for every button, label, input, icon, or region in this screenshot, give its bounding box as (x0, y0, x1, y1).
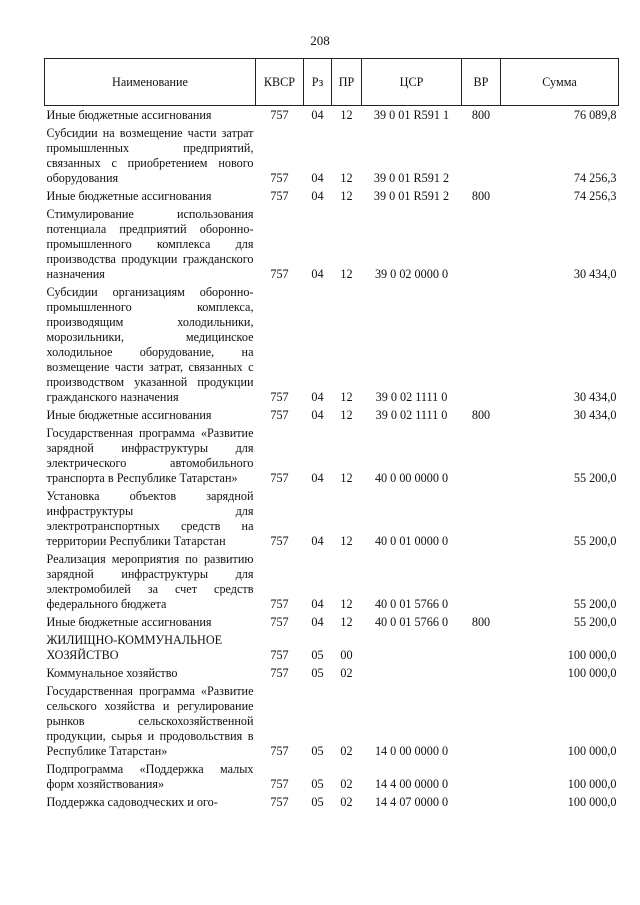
row-name: Иные бюджетные ассигнования (46, 108, 212, 122)
row-vr: 800 (471, 189, 491, 203)
row-pr: 12 (340, 408, 353, 422)
row-rz: 05 (311, 648, 324, 662)
row-sum: 74 256,3 (573, 189, 617, 203)
row-kvsr: 757 (270, 471, 289, 485)
table-row (45, 124, 619, 187)
row-pr: 12 (340, 390, 353, 404)
row-vr (462, 664, 501, 682)
row-name: Поддержка садоводческих и ого- (46, 795, 218, 809)
row-csr: 40 0 01 5766 0 (374, 615, 449, 629)
row-pr: 12 (340, 189, 353, 203)
row-name: ЖИЛИЩНО-КОММУНАЛЬНОЕ ХОЗЯЙСТВО (46, 633, 223, 662)
row-pr: 12 (340, 597, 353, 611)
row-csr: 39 0 01 R591 1 (373, 108, 450, 122)
row-sum: 76 089,8 (573, 108, 617, 122)
row-vr (462, 205, 501, 283)
row-name: Стимулирование использования потенциала предприятий оборонно-промышленного комплекса для производства продукции гражданского назначения (46, 207, 254, 281)
row-name: Государственная программа «Развитие сельского хозяйства и регулирование рынков сельскохозяйственной продукции, сырья и продовольствия в Республике Татарстан» (46, 684, 254, 758)
table-row (45, 424, 619, 487)
row-name: Государственная программа «Развитие зарядной инфраструктуры для электрического автомобильного транспорта в Республике Татарстан» (46, 426, 254, 485)
header-pr: ПР (332, 59, 362, 106)
row-pr: 12 (340, 108, 353, 122)
row-rz: 04 (311, 534, 324, 548)
row-csr: 14 4 00 0000 0 (374, 777, 449, 791)
row-pr: 12 (340, 471, 353, 485)
row-csr: 40 0 00 0000 0 (374, 471, 449, 485)
row-csr: 40 0 01 0000 0 (374, 534, 449, 548)
table-row (45, 760, 619, 793)
row-pr: 00 (340, 648, 353, 662)
row-rz: 04 (311, 171, 324, 185)
row-rz: 04 (311, 408, 324, 422)
row-pr: 02 (340, 795, 353, 809)
table-row (45, 793, 619, 811)
row-csr: 39 0 02 0000 0 (374, 267, 449, 281)
header-row (45, 59, 619, 106)
row-csr (362, 631, 462, 664)
table-row (45, 106, 619, 125)
row-vr (462, 424, 501, 487)
row-kvsr: 757 (270, 666, 289, 680)
row-rz: 04 (311, 390, 324, 404)
row-name: Подпрограмма «Поддержка малых форм хозяйствования» (46, 762, 254, 791)
row-vr (462, 793, 501, 811)
table-row (45, 550, 619, 613)
row-rz: 05 (311, 744, 324, 758)
table-row (45, 406, 619, 424)
row-vr (462, 487, 501, 550)
row-rz: 04 (311, 471, 324, 485)
row-csr: 14 0 00 0000 0 (374, 744, 449, 758)
row-vr: 800 (471, 408, 491, 422)
row-rz: 05 (311, 795, 324, 809)
row-pr: 12 (340, 534, 353, 548)
row-rz: 04 (311, 597, 324, 611)
row-rz: 04 (311, 189, 324, 203)
row-rz: 05 (311, 666, 324, 680)
row-csr (362, 664, 462, 682)
budget-table (44, 58, 619, 811)
row-sum: 100 000,0 (567, 744, 617, 758)
row-kvsr: 757 (270, 615, 289, 629)
row-kvsr: 757 (270, 534, 289, 548)
row-csr: 39 0 02 1111 0 (375, 390, 448, 404)
header-rz: Рз (304, 59, 332, 106)
row-sum: 55 200,0 (573, 615, 617, 629)
row-name: Реализация мероприятия по развитию зарядной инфраструктуры для электромобилей за счет средств федерального бюджета (46, 552, 254, 611)
row-sum: 100 000,0 (567, 795, 617, 809)
row-kvsr: 757 (270, 648, 289, 662)
row-vr (462, 682, 501, 760)
row-sum: 55 200,0 (573, 471, 617, 485)
row-name: Субсидии на возмещение части затрат промышленных предприятий, связанных с приобретением нового оборудования (46, 126, 254, 185)
row-kvsr: 757 (270, 744, 289, 758)
header-sum: Сумма (501, 59, 619, 106)
page-number: 208 (310, 33, 330, 48)
row-pr: 12 (340, 615, 353, 629)
row-rz: 04 (311, 615, 324, 629)
row-pr: 02 (340, 666, 353, 680)
row-kvsr: 757 (270, 108, 289, 122)
row-vr (462, 550, 501, 613)
row-pr: 02 (340, 744, 353, 758)
row-pr: 02 (340, 777, 353, 791)
row-sum: 55 200,0 (573, 597, 617, 611)
row-vr: 800 (471, 615, 491, 629)
table-row (45, 487, 619, 550)
row-name: Иные бюджетные ассигнования (46, 189, 212, 203)
row-vr (462, 124, 501, 187)
row-sum: 100 000,0 (567, 648, 617, 662)
row-kvsr: 757 (270, 795, 289, 809)
row-kvsr: 757 (270, 390, 289, 404)
row-vr (462, 760, 501, 793)
table-row (45, 613, 619, 631)
row-csr: 39 0 01 R591 2 (373, 171, 450, 185)
table-row (45, 187, 619, 205)
row-name: Иные бюджетные ассигнования (46, 615, 212, 629)
row-kvsr: 757 (270, 267, 289, 281)
row-name: Коммунальное хозяйство (46, 666, 178, 680)
row-sum: 100 000,0 (567, 666, 617, 680)
row-kvsr: 757 (270, 189, 289, 203)
header-csr: ЦСР (362, 59, 462, 106)
table-row (45, 283, 619, 406)
row-csr: 14 4 07 0000 0 (374, 795, 449, 809)
header-kvsr: КВСР (256, 59, 304, 106)
row-sum: 30 434,0 (573, 390, 617, 404)
row-kvsr: 757 (270, 408, 289, 422)
table-row (45, 205, 619, 283)
row-name: Установка объектов зарядной инфраструктуры для электротранспортных средств на территории Республики Татарстан (46, 489, 254, 548)
row-kvsr: 757 (270, 777, 289, 791)
table-row (45, 682, 619, 760)
row-sum: 55 200,0 (573, 534, 617, 548)
row-csr: 40 0 01 5766 0 (374, 597, 449, 611)
row-rz: 05 (311, 777, 324, 791)
row-name: Иные бюджетные ассигнования (46, 408, 212, 422)
row-vr (462, 283, 501, 406)
row-kvsr: 757 (270, 597, 289, 611)
row-pr: 12 (340, 171, 353, 185)
row-pr: 12 (340, 267, 353, 281)
row-sum: 100 000,0 (567, 777, 617, 791)
header-vr: ВР (462, 59, 501, 106)
row-sum: 30 434,0 (573, 408, 617, 422)
row-csr: 39 0 01 R591 2 (373, 189, 450, 203)
row-rz: 04 (311, 108, 324, 122)
row-vr: 800 (471, 108, 491, 122)
row-sum: 30 434,0 (573, 267, 617, 281)
table-row (45, 664, 619, 682)
row-rz: 04 (311, 267, 324, 281)
row-vr (462, 631, 501, 664)
row-kvsr: 757 (270, 171, 289, 185)
row-sum: 74 256,3 (573, 171, 617, 185)
header-name: Наименование (45, 59, 256, 106)
table-row (45, 631, 619, 664)
row-name: Субсидии организациям оборонно-промышленного комплекса, производящим холодильники, морозильники, медицинское холодильное оборудование, на возмещение части затрат, связанных с производством указанной продукции гражданского назначения (46, 285, 254, 404)
row-csr: 39 0 02 1111 0 (375, 408, 448, 422)
